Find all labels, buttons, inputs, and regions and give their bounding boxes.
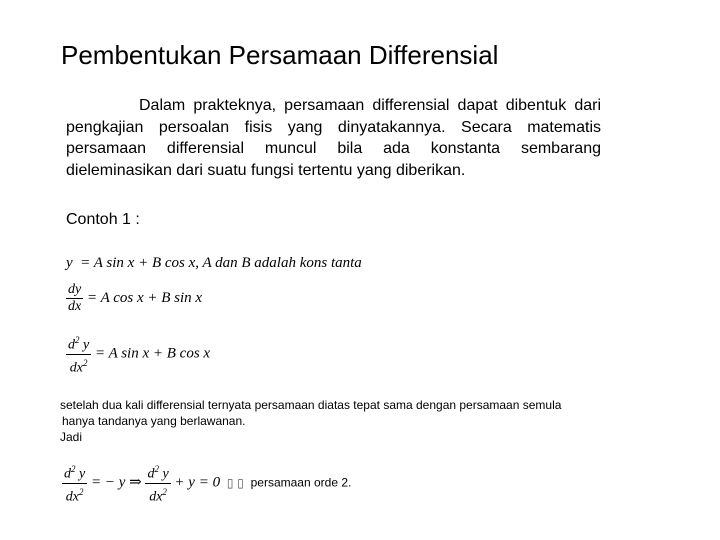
- equation-2-fraction: [66, 282, 83, 315]
- equation-1: [66, 255, 362, 272]
- equation-3: [66, 332, 210, 376]
- missing-glyph-boxes: ▯ ▯: [226, 475, 244, 490]
- page-title: Pembentukan Persamaan Differensial: [61, 40, 499, 70]
- final-eq-fraction-2: $\frac{d^2 y}{dx^2}$: [145, 461, 170, 505]
- equation-2: [66, 282, 202, 315]
- final-eq-fraction-1: $\frac{d^2 y}{dx^2}$: [62, 461, 87, 505]
- equation-3-denominator: $dx^2$: [69, 357, 88, 376]
- equation-2-numerator: dy: [68, 282, 82, 297]
- equation-2-rhs: = A cos x + B sin x: [86, 289, 203, 306]
- equation-3-rhs: = A sin x + B cos x: [94, 345, 211, 362]
- final-equation: [62, 461, 351, 505]
- intro-paragraph: Dalam prakteknya, persamaan differensial dapat dibentuk dari pengkajian persoalan fisis yang dinyatakannya. Secara matematis persamaan differensial muncul bila ada konstanta sembarang dieleminasikan dari suatu fungsi tertentu yang diberikan.: [66, 97, 601, 179]
- note-line-2: hanya tandanya yang berlawanan.: [62, 414, 246, 428]
- example-label: Contoh 1 :: [66, 211, 140, 228]
- equation-3-numerator: $d^2$ y: [66, 332, 91, 355]
- implies-arrow: ⇒: [129, 474, 142, 491]
- order-label: persamaan orde 2.: [250, 475, 352, 490]
- note-line-1: setelah dua kali differensial ternyata persamaan diatas tepat sama dengan persamaan semula: [60, 398, 562, 412]
- note-line-3: Jadi: [60, 430, 83, 444]
- final-eq-part-1: = − y: [90, 474, 126, 491]
- equation-1-rhs: = A sin x + B cos x, A dan B adalah kons tanta: [80, 255, 362, 271]
- equation-3-fraction: [66, 332, 91, 376]
- equation-1-lhs: y: [66, 255, 73, 271]
- final-eq-part-2: + y = 0: [174, 474, 221, 491]
- equation-2-denominator: dx: [68, 299, 82, 314]
